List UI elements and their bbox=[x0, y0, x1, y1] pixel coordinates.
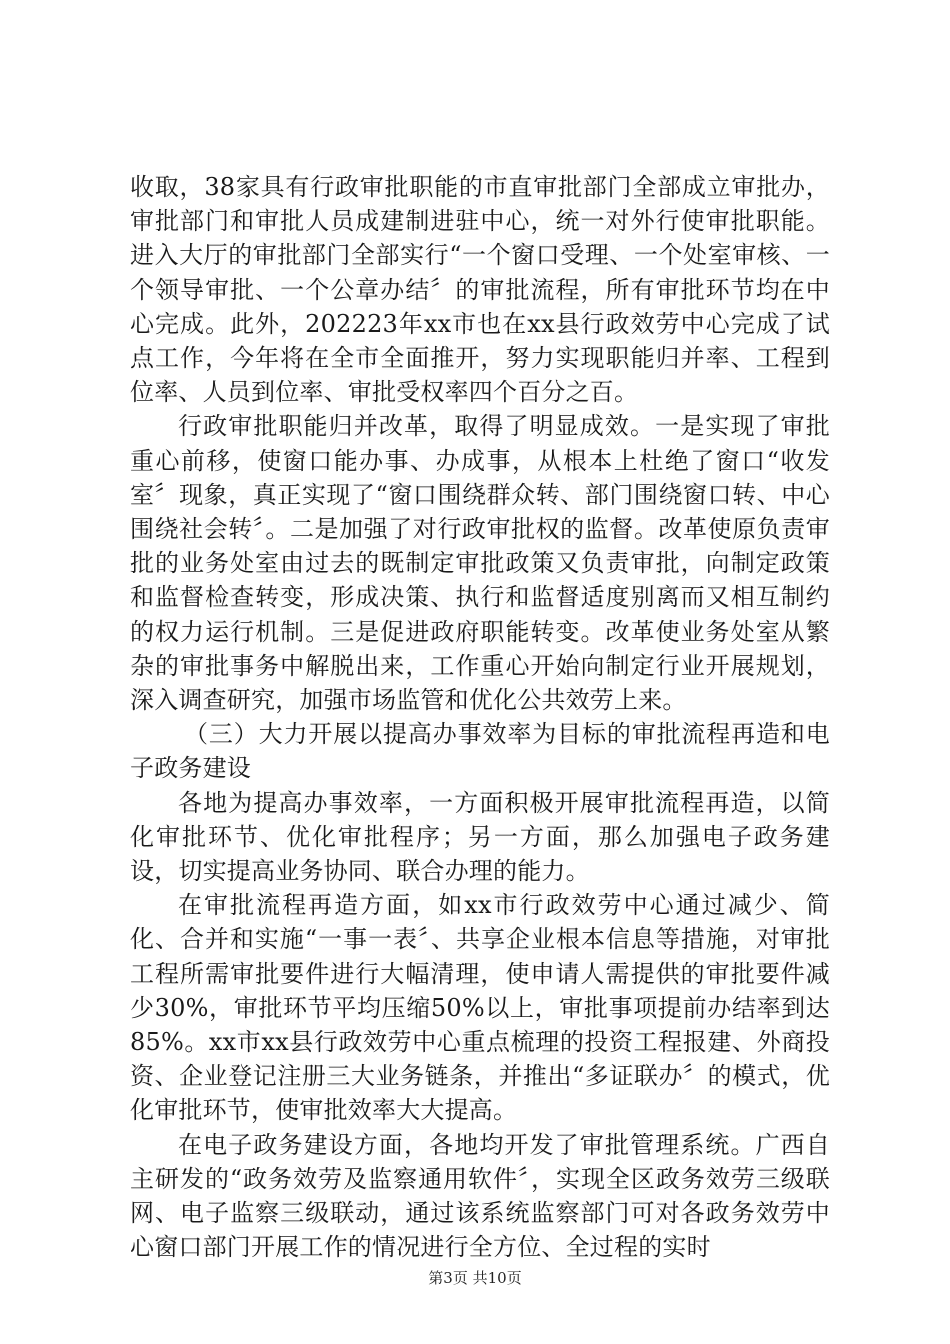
paragraph-efficiency: 各地为提高办事效率，一方面积极开展审批流程再造，以简化审批环节、优化审批程序；另一方面，那么加强电子政务建设，切实提高业务协同、联合办理的能力。 bbox=[130, 788, 830, 886]
paragraph-continuation: 收取，38家具有行政审批职能的市直审批部门全部成立审批办，审批部门和审批人员成建制进驻中心，统一对外行使审批职能。进入大厅的审批部门全部实行“一个窗口受理、一个处室审核、一个领导审批、一个公章办结〞的审批流程，所有审批环节均在中心完成。此外，202223年xx市也在xx县行政效劳中心完成了试点工作，今年将在全市全面推开，努力实现职能归并率、工程到位率、人员到位率、审批受权率四个百分之百。 bbox=[130, 173, 830, 407]
paragraph-e-government: 在电子政务建设方面，各地均开发了审批管理系统。广西自主研发的“政务效劳及监察通用软件〞，实现全区政务效劳三级联网、电子监察三级联动，通过该系统监察部门可对各政务效劳中心窗口部门开展工作的情况进行全方位、全过程的实时 bbox=[130, 1130, 830, 1262]
section-heading: （三）大力开展以提高办事效率为目标的审批流程再造和电子政务建设 bbox=[130, 720, 830, 783]
paragraph-reform-results: 行政审批职能归并改革，取得了明显成效。一是实现了审批重心前移，使窗口能办事、办成事，从根本上杜绝了窗口“收发室〞现象，真正实现了“窗口围绕群众转、部门围绕窗口转、中心围绕社会转〞。二是加强了对行政审批权的监督。改革使原负责审批的业务处室由过去的既制定审批政策又负责审批，向制定政策和监督检查转变，形成决策、执行和监督适度别离而又相互制约的权力运行机制。三是促进政府职能转变。改革使业务处室从繁杂的审批事务中解脱出来，工作重心开始向制定行业开展规划，深入调查研究，加强市场监管和优化公共效劳上来。 bbox=[130, 412, 830, 715]
paragraph-process-reengineering: 在审批流程再造方面，如xx市行政效劳中心通过减少、简化、合并和实施“一事一表〞、共享企业根本信息等措施，对审批工程所需审批要件进行大幅清理，使申请人需提供的审批要件减少30%，审批环节平均压缩50%以上，审批事项提前办结率到达85%。xx市xx县行政效劳中心重点梳理的投资工程报建、外商投资、企业登记注册三大业务链条，并推出“多证联办〞的模式，优化审批环节，使审批效率大大提高。 bbox=[130, 891, 830, 1125]
document-body bbox=[130, 170, 830, 1265]
page-number-footer: 第3页 共10页 bbox=[428, 1269, 522, 1287]
